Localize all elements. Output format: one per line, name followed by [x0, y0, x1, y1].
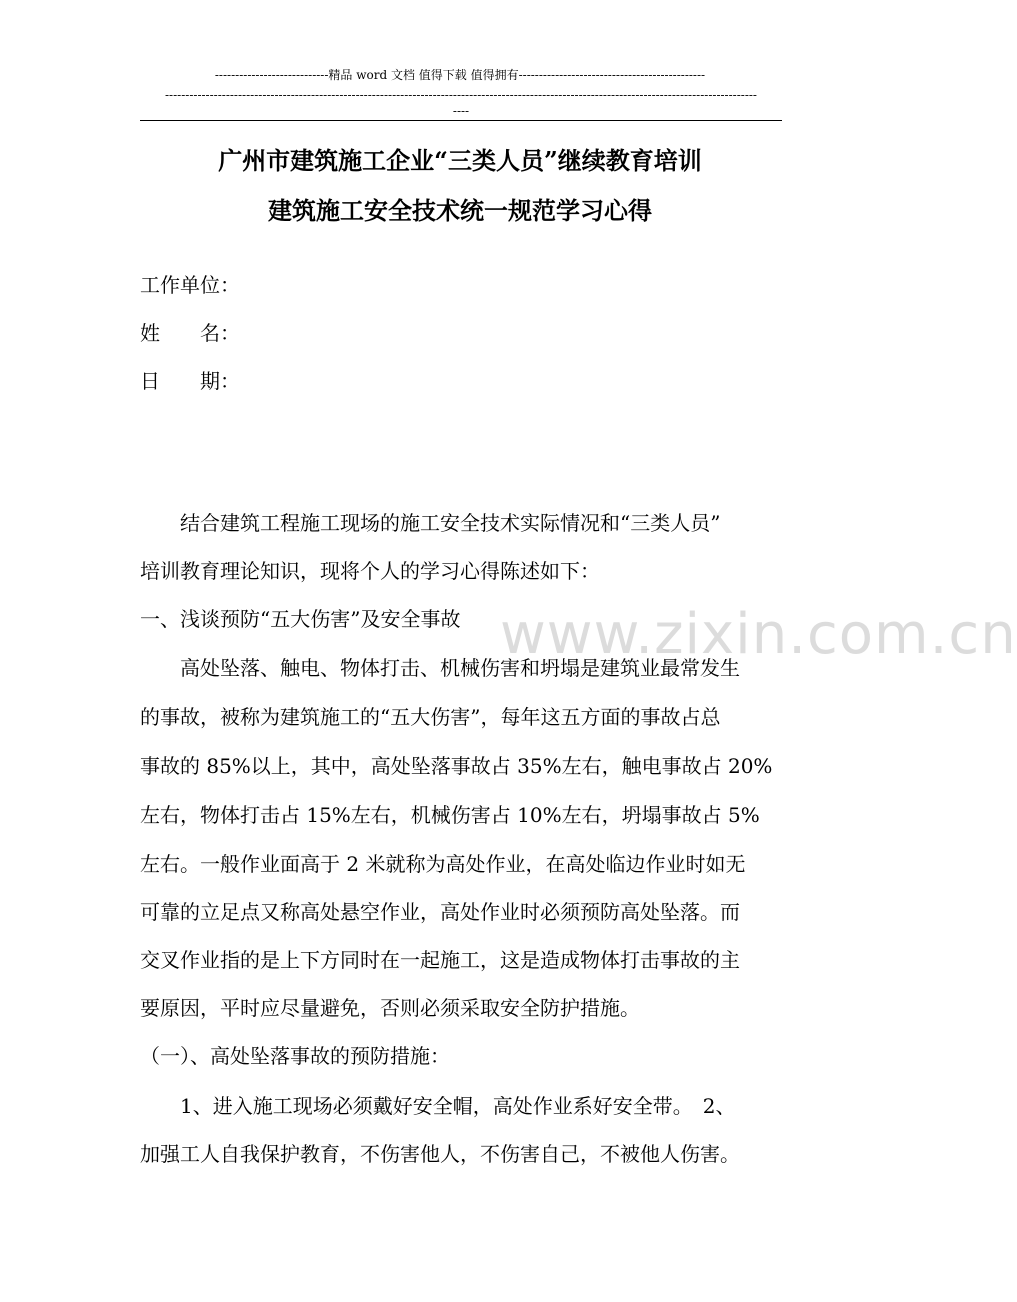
- field-name: 姓 名：: [140, 321, 240, 345]
- body-line: 培训教育理论知识，现将个人的学习心得陈述如下：: [140, 559, 600, 583]
- watermark: www.zixin.com.cn: [500, 602, 1017, 667]
- body-line: 1、进入施工现场必须戴好安全帽，高处作业系好安全带。 2、: [140, 1094, 736, 1118]
- body-line: 事故的 85%以上，其中，高处坠落事故占 35%左右，触电事故占 20%: [140, 754, 773, 778]
- body-line: 高处坠落、触电、物体打击、机械伤害和坍塌是建筑业最常发生: [140, 656, 740, 680]
- body-line: 的事故，被称为建筑施工的“五大伤害”，每年这五方面的事故占总: [140, 705, 721, 729]
- page-header-line-3: ----: [452, 104, 470, 118]
- body-line: 可靠的立足点又称高处悬空作业，高处作业时必须预防高处坠落。而: [140, 900, 740, 924]
- page-header-line-1: ----------------------------精品 word 文档 值得下载 值得拥有----------------------------------------------: [214, 68, 706, 82]
- body-line: 加强工人自我保护教育，不伤害他人，不伤害自己，不被他人伤害。: [140, 1142, 740, 1166]
- document-title-line-1: 广州市建筑施工企业“三类人员”继续教育培训: [218, 146, 702, 175]
- section-heading: 一、浅谈预防“五大伤害”及安全事故: [140, 607, 461, 631]
- body-line: 结合建筑工程施工现场的施工安全技术实际情况和“三类人员”: [140, 511, 721, 535]
- body-line: 要原因，平时应尽量避免，否则必须采取安全防护措施。: [140, 996, 640, 1020]
- body-line: 左右，物体打击占 15%左右，机械伤害占 10%左右，坍塌事故占 5%: [140, 803, 760, 827]
- field-date: 日 期：: [140, 369, 240, 393]
- field-work-unit: 工作单位：: [140, 273, 240, 297]
- page-header-line-2: --------------------------------------------------------------------------------------------------------------------------------------------------: [165, 88, 757, 102]
- document-title-line-2: 建筑施工安全技术统一规范学习心得: [268, 196, 652, 225]
- body-line: 交叉作业指的是上下方同时在一起施工，这是造成物体打击事故的主: [140, 948, 740, 972]
- subsection-heading: （一）、高处坠落事故的预防措施：: [140, 1044, 450, 1068]
- body-line: 左右。一般作业面高于 2 米就称为高处作业，在高处临边作业时如无: [140, 852, 746, 876]
- header-rule: [140, 120, 782, 121]
